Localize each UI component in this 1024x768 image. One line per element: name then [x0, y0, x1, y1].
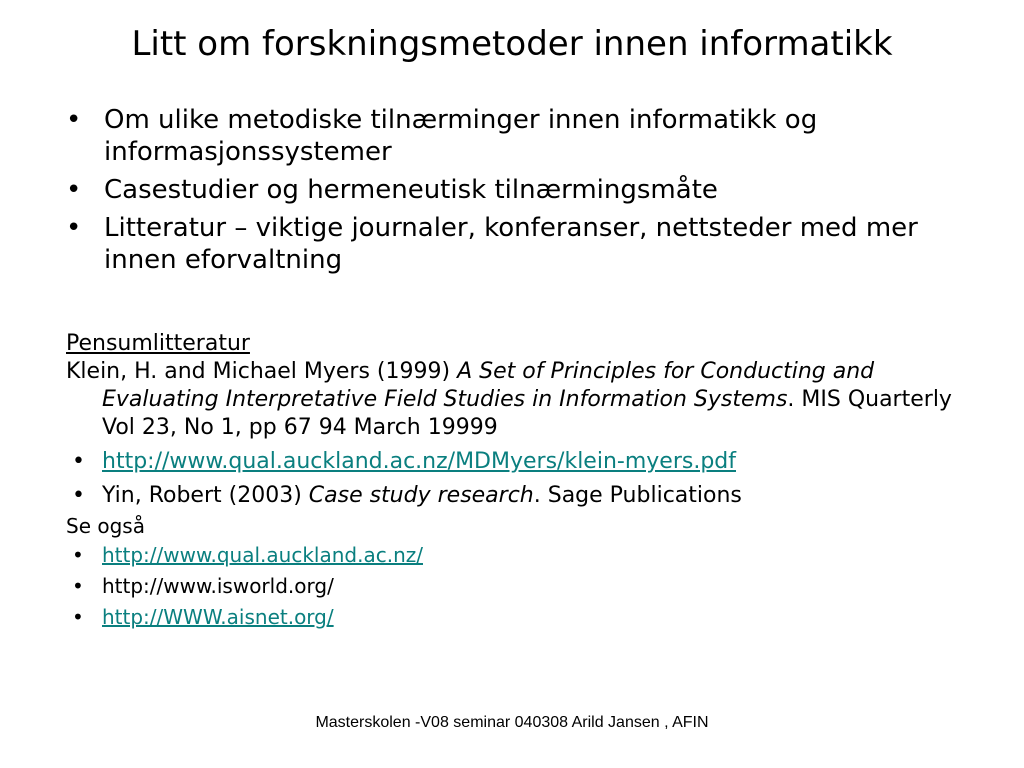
- klein-title: A Set of Principles for Conducting and Evaluating Interpretative Field Studies in Information Systems: [102, 359, 875, 412]
- pensum-heading: Pensumlitteratur: [66, 331, 250, 356]
- yin-author: Yin, Robert (2003): [102, 483, 309, 508]
- see-also-label: Se også: [66, 514, 145, 538]
- bullet-text: Litteratur – viktige journaler, konferanser, nettsteder med mer innen eforvaltning: [104, 213, 918, 275]
- bullet-icon: •: [66, 175, 82, 205]
- see-also-item: [66, 540, 966, 571]
- bullet-icon: •: [72, 449, 85, 474]
- bullet-item: [66, 174, 966, 206]
- bullet-item: [66, 104, 966, 168]
- klein-link-item: [66, 448, 966, 476]
- bullet-icon: •: [72, 605, 84, 629]
- klein-details: . MIS Quarterly Vol 23, No 1, pp 67 94 March 19999: [102, 387, 952, 440]
- yin-details: . Sage Publications: [533, 483, 742, 508]
- klein-pdf-link[interactable]: http://www.qual.auckland.ac.nz/MDMyers/klein-myers.pdf: [102, 449, 736, 474]
- bullet-icon: •: [72, 543, 84, 567]
- klein-citation: [66, 358, 966, 442]
- see-also-item: [66, 571, 966, 602]
- bullet-text: Om ulike metodiske tilnærminger innen informatikk og informasjonssystemer: [104, 105, 818, 167]
- slide-title: Litt om forskningsmetoder innen informatikk: [131, 24, 893, 64]
- isworld-url-text: http://www.isworld.org/: [102, 574, 334, 598]
- yin-citation: [66, 482, 966, 510]
- aisnet-link[interactable]: http://WWW.aisnet.org/: [102, 605, 334, 629]
- bullet-icon: •: [72, 483, 85, 508]
- bullet-item: [66, 212, 966, 276]
- qual-auckland-link[interactable]: http://www.qual.auckland.ac.nz/: [102, 543, 423, 567]
- bullet-icon: •: [72, 574, 84, 598]
- references-section: [66, 330, 966, 633]
- slide-footer: Masterskolen -V08 seminar 040308 Arild Jansen , AFIN: [315, 714, 709, 731]
- bullet-icon: •: [66, 105, 82, 135]
- bullet-icon: •: [66, 213, 82, 243]
- yin-title: Case study research: [308, 483, 534, 508]
- bullet-text: Casestudier og hermeneutisk tilnærmingsmåte: [104, 175, 718, 205]
- main-bullet-list: [66, 104, 966, 282]
- klein-authors: Klein, H. and Michael Myers (1999): [66, 359, 458, 384]
- see-also-item: [66, 602, 966, 633]
